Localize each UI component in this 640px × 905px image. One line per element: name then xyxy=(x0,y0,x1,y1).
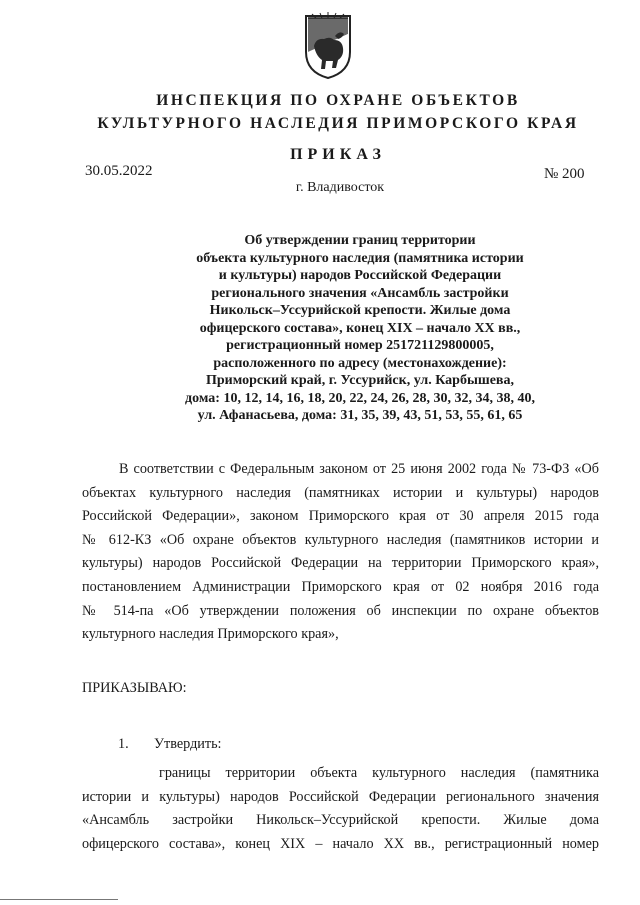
organization-name-line-1: ИНСПЕКЦИЯ ПО ОХРАНЕ ОБЪЕКТОВ xyxy=(156,92,520,109)
preamble-line: № 612-КЗ «Об охране объектов культурного наследия (памятников истории и xyxy=(82,531,599,548)
subject-line: ул. Афанасьева, дома: 31, 35, 39, 43, 51, 53, 55, 61, 65 xyxy=(197,408,523,423)
preamble-line: культурного наследия Приморского края», xyxy=(82,626,339,643)
primorsky-krai-coat-of-arms-icon xyxy=(302,12,354,80)
subject-line: объекта культурного наследия (памятника истории xyxy=(196,250,524,266)
order-item-number: 1. xyxy=(118,736,129,752)
footnote-separator xyxy=(0,899,118,900)
subject-line: расположенного по адресу (местонахождение): xyxy=(213,355,507,371)
preamble-paragraph xyxy=(82,458,599,647)
preamble-line: культуры) народов Российской Федерации на территории Приморского края», xyxy=(82,555,599,572)
subject-line: офицерского состава», конец XIX – начало XX вв., xyxy=(199,320,521,336)
order-item-text: Утвердить: xyxy=(154,736,222,752)
subject-line: регистрационный номер 251721129800005, xyxy=(226,338,494,353)
order-item-line: границы территории объекта культурного наследия (памятника xyxy=(159,765,599,781)
subject-line: регионального значения «Ансамбль застройки xyxy=(211,285,509,301)
preamble-line: Российской Федерации», законом Приморского края от 30 апреля 2015 года xyxy=(82,508,599,525)
order-item-line: офицерского состава», конец XIX – начало XX вв., регистрационный номер xyxy=(82,835,599,852)
document-number: № 200 xyxy=(544,166,585,182)
document-date: 30.05.2022 xyxy=(85,163,153,179)
document-subject xyxy=(100,232,620,425)
order-item-1 xyxy=(118,736,222,753)
preamble-line: № 514-па «Об утверждении положения об инспекции по охране объектов xyxy=(82,602,599,619)
document-type-title: ПРИКАЗ xyxy=(290,146,386,163)
order-item-line: «Ансамбль застройки Никольск–Уссурийской крепости. Жилые дома xyxy=(82,812,599,829)
order-item-line: истории и культуры) народов Российской Федерации регионального значения xyxy=(82,788,599,805)
subject-line: дома: 10, 12, 14, 16, 18, 20, 22, 24, 26, 28, 30, 32, 34, 38, 40, xyxy=(185,390,535,406)
preamble-line: объектах культурного наследия (памятниках истории и культуры) народов xyxy=(82,484,599,501)
subject-line: Об утверждении границ территории xyxy=(244,233,476,248)
preamble-line: В соответствии с Федеральным законом от 25 июня 2002 года № 73-ФЗ «Об xyxy=(119,461,599,477)
subject-line: Приморский край, г. Уссурийск, ул. Карбышева, xyxy=(206,373,514,388)
preamble-line: постановлением Администрации Приморского края от 02 ноября 2016 года xyxy=(82,578,599,595)
document-city: г. Владивосток xyxy=(295,180,385,195)
order-item-1-paragraph xyxy=(82,762,599,856)
subject-line: Никольск–Уссурийской крепости. Жилые дома xyxy=(209,303,511,318)
orders-keyword: ПРИКАЗЫВАЮ: xyxy=(82,680,187,696)
subject-line: и культуры) народов Российской Федерации xyxy=(218,268,502,283)
organization-name-line-2: КУЛЬТУРНОГО НАСЛЕДИЯ ПРИМОРСКОГО КРАЯ xyxy=(97,115,579,132)
